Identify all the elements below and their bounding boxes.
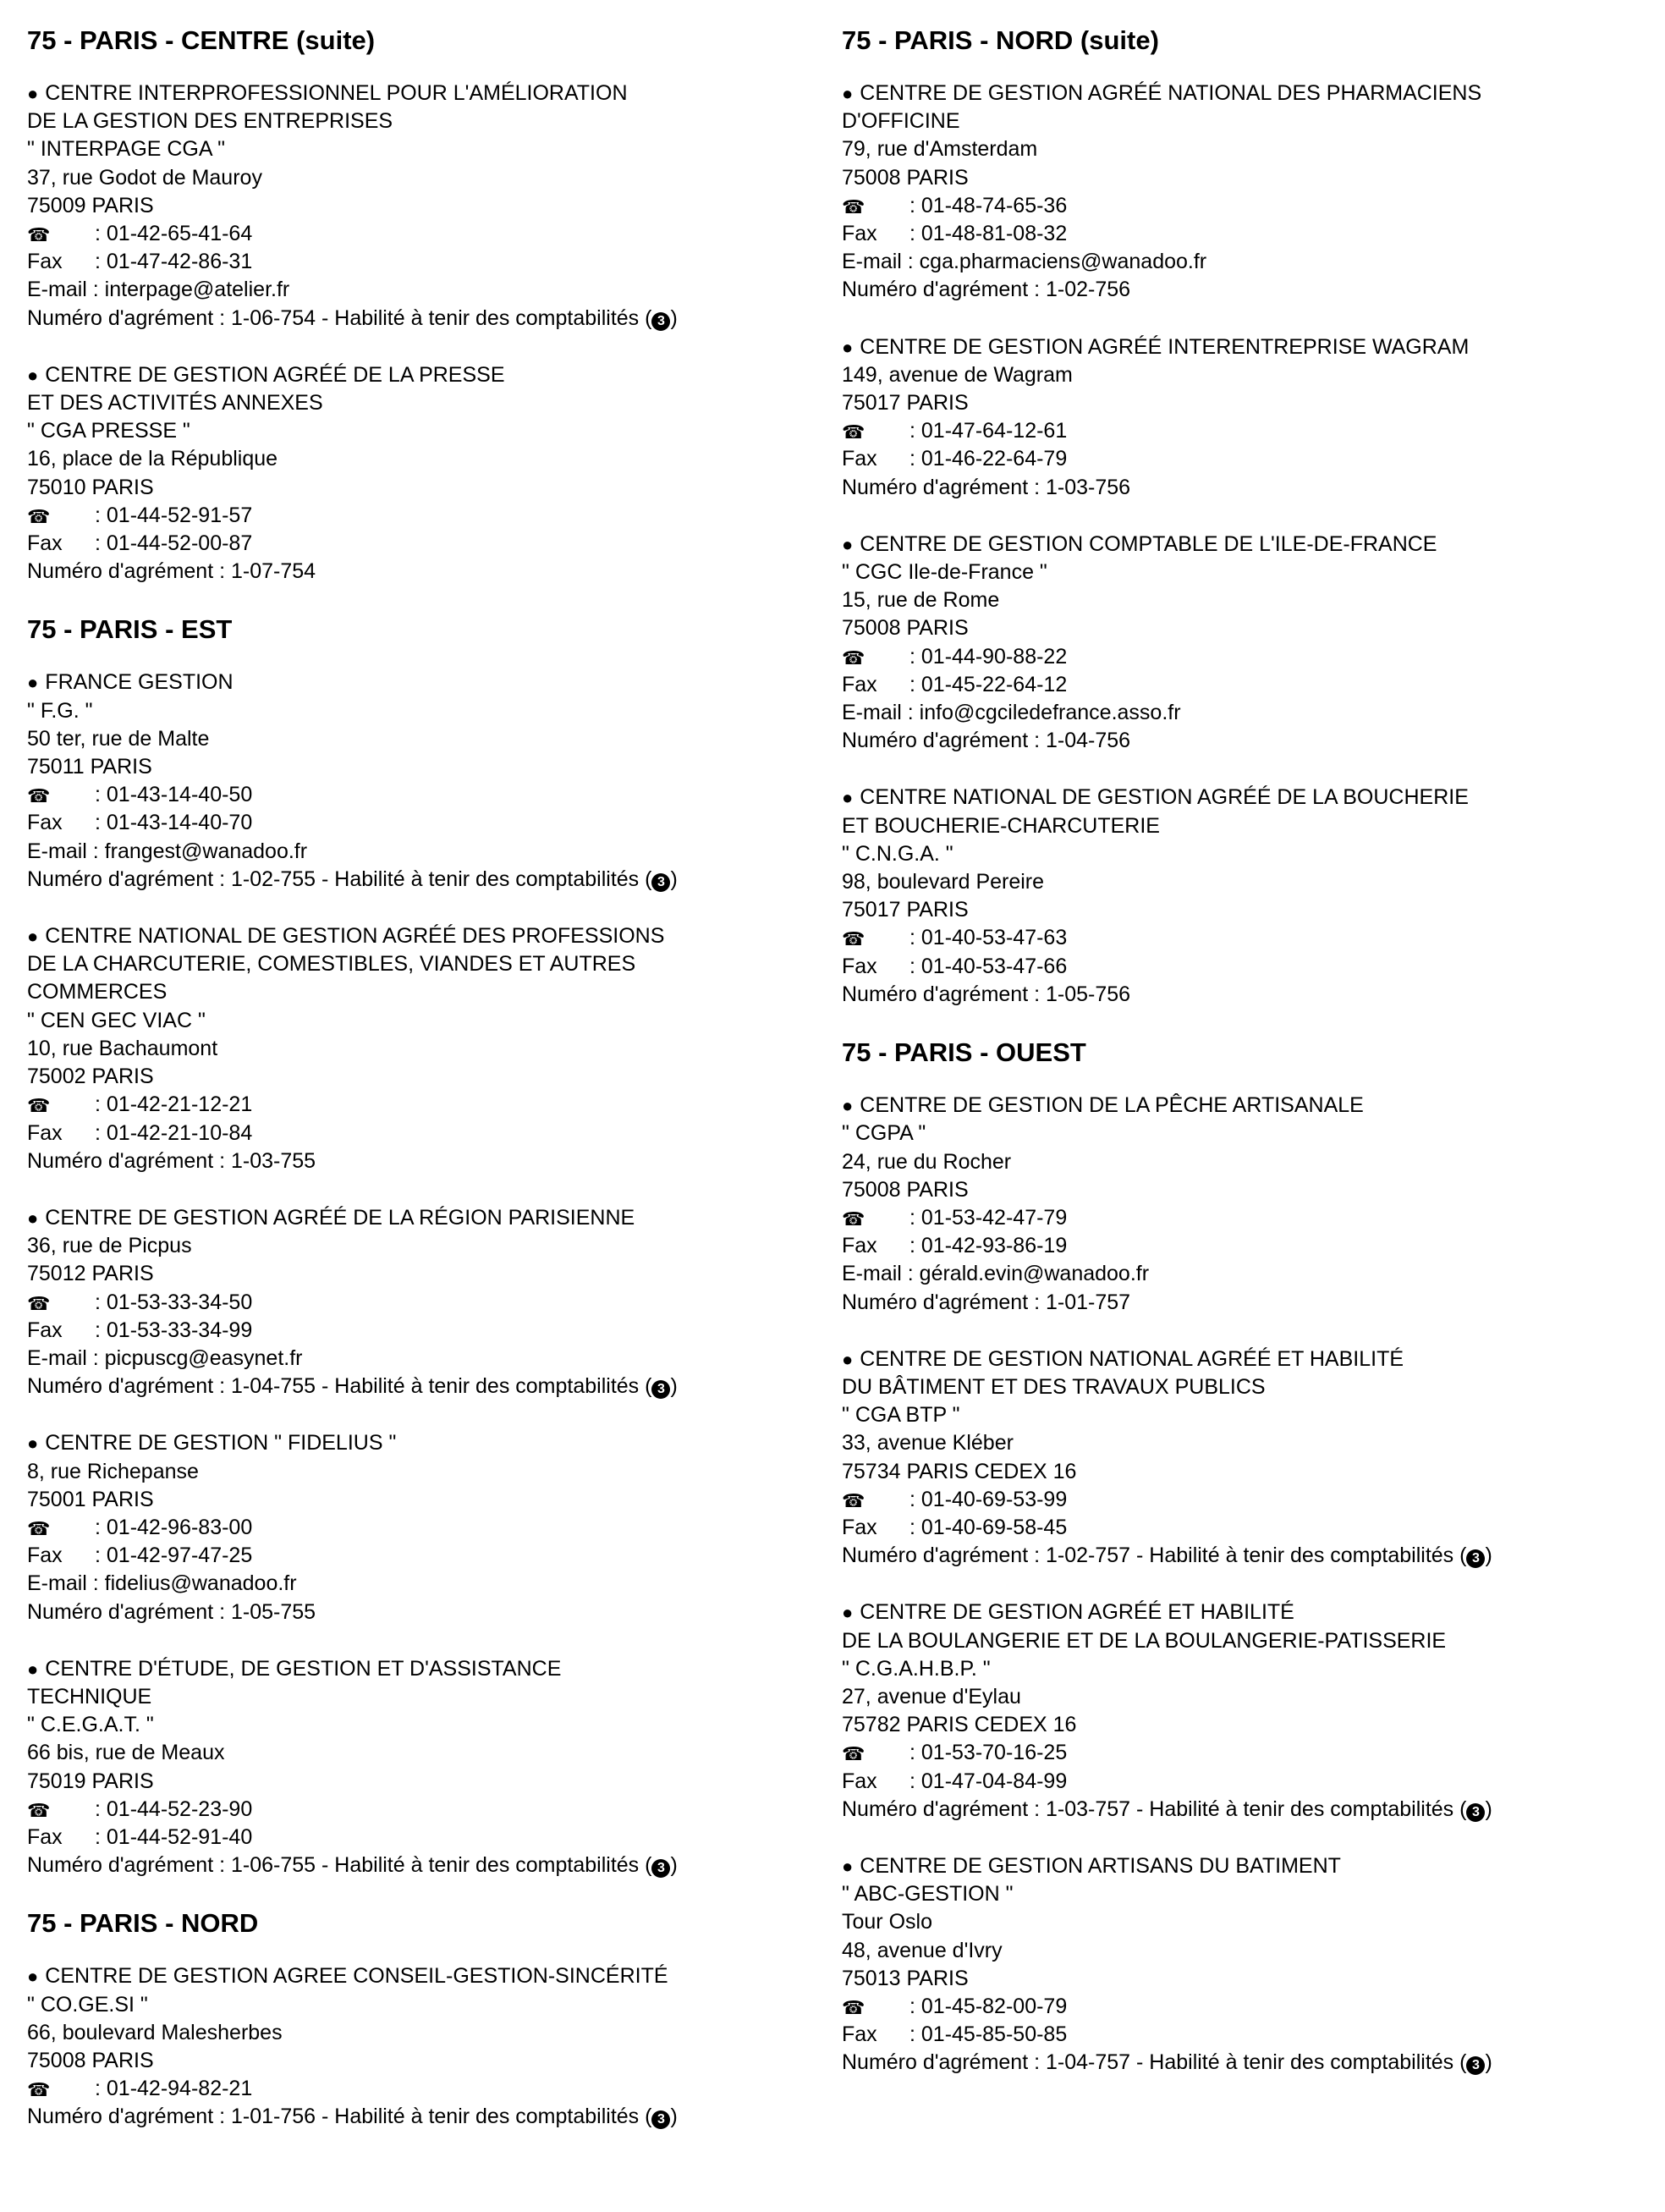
entry-address-line: 75019 PARIS	[27, 1769, 154, 1793]
fax-number: : 01-44-52-00-87	[95, 531, 253, 556]
entry-address-line: 75017 PARIS	[842, 898, 969, 922]
entry-phone	[27, 1514, 805, 1542]
entry-address-line: 15, rue de Rome	[842, 588, 1000, 613]
phone-icon	[842, 1486, 909, 1514]
directory-entry	[27, 361, 805, 586]
entry-fax	[842, 2021, 1637, 2049]
entry-name-text: COMMERCES	[27, 980, 168, 1004]
fax-label: Fax	[27, 250, 63, 274]
agrement-suffix: )	[670, 867, 678, 891]
entry-name-text: CENTRE DE GESTION AGRÉÉ ET HABILITÉ	[860, 1600, 1294, 1625]
entry-name-line	[27, 361, 805, 389]
phone-number: : 01-44-52-91-57	[95, 503, 253, 527]
fax-label: Fax	[842, 222, 877, 246]
entry-address-line: 75009 PARIS	[27, 193, 154, 217]
telephone-icon: ☎	[842, 1489, 865, 1511]
phone-number: : 01-44-52-23-90	[95, 1797, 253, 1821]
agrement-text: Numéro d'agrément : 1-05-756	[842, 982, 1131, 1006]
entry-acronym: " INTERPAGE CGA "	[27, 137, 225, 162]
entry-fax	[27, 248, 805, 276]
entry-phone	[27, 781, 805, 809]
entry-acronym: " C.E.G.A.T. "	[27, 1713, 154, 1737]
phone-number: : 01-42-96-83-00	[95, 1515, 253, 1539]
entry-address-line: 50 ter, rue de Malte	[27, 726, 210, 751]
entry-fax	[842, 671, 1637, 699]
entry-name-text: CENTRE DE GESTION AGRÉÉ DE LA PRESSE	[45, 362, 505, 387]
phone-number: : 01-43-14-40-50	[95, 783, 253, 807]
entry-name-line	[842, 812, 1637, 840]
phone-number: : 01-40-69-53-99	[909, 1487, 1068, 1511]
phone-icon	[27, 1514, 95, 1542]
entry-name-line	[842, 784, 1637, 812]
agrement-suffix: )	[670, 2105, 678, 2129]
directory-entry	[842, 784, 1637, 1009]
circled-number-icon: 3	[651, 1859, 670, 1878]
agrement-text: Numéro d'agrément : 1-02-756	[842, 278, 1131, 302]
fax-number: : 01-44-52-91-40	[95, 1824, 253, 1849]
entry-agrement	[842, 1796, 1637, 1824]
entry-name-line	[842, 333, 1637, 361]
entry-fax	[842, 1768, 1637, 1796]
bullet-icon: ●	[842, 533, 854, 555]
entry-address-line: 75008 PARIS	[27, 2048, 154, 2072]
agrement-suffix: )	[670, 1853, 678, 1878]
fax-number: : 01-45-22-64-12	[909, 672, 1068, 696]
fax-number: : 01-40-53-47-66	[909, 954, 1068, 978]
entry-agrement	[842, 276, 1637, 304]
fax-label: Fax	[27, 1120, 63, 1145]
telephone-icon: ☎	[27, 224, 51, 246]
entry-name-line	[842, 531, 1637, 559]
right-column	[842, 25, 1637, 2106]
bullet-icon: ●	[842, 1095, 854, 1117]
entry-name-line	[27, 389, 805, 417]
fax-label: Fax	[842, 1769, 877, 1793]
entry-name-line	[27, 950, 805, 978]
entry-name-line	[842, 1598, 1637, 1626]
bullet-icon: ●	[842, 1348, 854, 1370]
entry-name-line	[27, 1204, 805, 1232]
entry-phone	[842, 1204, 1637, 1232]
entry-name-text: CENTRE DE GESTION AGRÉÉ DE LA RÉGION PARISIENNE	[45, 1205, 635, 1230]
entry-name-text: CENTRE DE GESTION " FIDELIUS "	[45, 1431, 397, 1455]
bullet-icon: ●	[842, 1602, 854, 1624]
circled-number-icon: 3	[1466, 1803, 1485, 1822]
entry-fax	[842, 1232, 1637, 1260]
phone-icon	[842, 417, 909, 445]
entry-name-line	[27, 1962, 805, 1990]
entry-phone	[842, 1993, 1637, 2021]
telephone-icon: ☎	[842, 1743, 865, 1765]
agrement-text: Numéro d'agrément : 1-02-757 - Habilité à tenir des comptabilités (	[842, 1543, 1467, 1568]
phone-icon	[842, 924, 909, 952]
phone-number: : 01-45-82-00-79	[909, 1994, 1068, 2018]
circled-number-icon: 3	[1466, 2056, 1485, 2075]
entry-address-line: 48, avenue d'Ivry	[842, 1938, 1003, 1962]
entry-agrement	[27, 1852, 805, 1879]
fax-number: : 01-53-33-34-99	[95, 1318, 253, 1342]
entry-name-text: CENTRE DE GESTION DE LA PÊCHE ARTISANALE	[860, 1093, 1364, 1118]
entry-name-line	[27, 1683, 805, 1711]
entry-phone	[27, 2075, 805, 2103]
entry-address-line: 66 bis, rue de Meaux	[27, 1741, 225, 1765]
bullet-icon: ●	[27, 926, 39, 948]
fax-label: Fax	[27, 531, 63, 556]
directory-entry	[27, 1962, 805, 2131]
entry-fax	[842, 445, 1637, 473]
entry-agrement	[842, 2049, 1637, 2077]
phone-icon	[27, 781, 95, 809]
phone-number: : 01-48-74-65-36	[909, 193, 1068, 217]
entry-name-text: CENTRE DE GESTION AGREE CONSEIL-GESTION-SINCÉRITÉ	[45, 1964, 668, 1989]
entry-agrement	[842, 981, 1637, 1009]
entry-acronym: " CGC Ile-de-France "	[842, 560, 1047, 585]
fax-label: Fax	[27, 811, 63, 835]
entry-name-text: CENTRE DE GESTION ARTISANS DU BATIMENT	[860, 1853, 1341, 1878]
bullet-icon: ●	[27, 1433, 39, 1455]
fax-number: : 01-47-42-86-31	[95, 250, 253, 274]
directory-entry	[842, 333, 1637, 502]
directory-entry	[842, 80, 1637, 305]
agrement-text: Numéro d'agrément : 1-04-756	[842, 729, 1131, 753]
entry-name-line	[27, 1429, 805, 1457]
entry-address-line: 75782 PARIS CEDEX 16	[842, 1713, 1077, 1737]
entry-address-line: 66, boulevard Malesherbes	[27, 2020, 283, 2044]
entry-name-text: FRANCE GESTION	[45, 670, 234, 695]
directory-entry	[27, 1204, 805, 1400]
phone-icon	[27, 1796, 95, 1824]
entry-name-text: ET BOUCHERIE-CHARCUTERIE	[842, 813, 1160, 838]
directory-entry	[27, 922, 805, 1175]
telephone-icon: ☎	[27, 785, 51, 807]
agrement-suffix: )	[1485, 1543, 1492, 1568]
entry-name-text: DE LA BOULANGERIE ET DE LA BOULANGERIE-PATISSERIE	[842, 1628, 1447, 1653]
entry-agrement	[842, 1542, 1637, 1570]
telephone-icon: ☎	[842, 195, 865, 217]
fax-number: : 01-42-93-86-19	[909, 1234, 1068, 1258]
fax-label: Fax	[842, 672, 877, 696]
entry-fax	[27, 809, 805, 837]
circled-number-icon: 3	[1466, 1549, 1485, 1568]
telephone-icon: ☎	[27, 505, 51, 527]
entry-name-line	[27, 669, 805, 696]
entry-phone	[27, 1091, 805, 1119]
entry-acronym: " C.G.A.H.B.P. "	[842, 1656, 991, 1681]
entry-name-text: ET DES ACTIVITÉS ANNEXES	[27, 391, 323, 415]
agrement-text: Numéro d'agrément : 1-02-755 - Habilité à tenir des comptabilités (	[27, 867, 652, 891]
agrement-text: Numéro d'agrément : 1-03-756	[842, 475, 1131, 499]
fax-number: : 01-46-22-64-79	[909, 447, 1068, 471]
entry-address-line: 8, rue Richepanse	[27, 1459, 199, 1483]
phone-icon	[27, 502, 95, 530]
entry-address-line: 75734 PARIS CEDEX 16	[842, 1459, 1077, 1483]
agrement-text: Numéro d'agrément : 1-01-757	[842, 1290, 1131, 1314]
fax-label: Fax	[842, 1234, 877, 1258]
entry-name-line	[842, 1627, 1637, 1655]
entry-email: E-mail : info@cgciledefrance.asso.fr	[842, 701, 1181, 725]
entry-address-line: 75010 PARIS	[27, 475, 154, 499]
telephone-icon: ☎	[842, 647, 865, 669]
entry-name-text: TECHNIQUE	[27, 1684, 152, 1709]
telephone-icon: ☎	[27, 2079, 51, 2101]
fax-number: : 01-45-85-50-85	[909, 2022, 1068, 2047]
entry-phone	[27, 220, 805, 248]
section-title: 75 - PARIS - NORD (suite)	[842, 25, 1159, 55]
directory-entry	[842, 531, 1637, 756]
entry-agrement	[27, 1598, 805, 1626]
entry-acronym: " CGPA "	[842, 1121, 926, 1146]
entry-fax	[842, 1514, 1637, 1542]
fax-label: Fax	[842, 1515, 877, 1539]
entry-agrement	[842, 1289, 1637, 1317]
directory-entry	[27, 1429, 805, 1626]
fax-number: : 01-48-81-08-32	[909, 222, 1068, 246]
phone-number: : 01-42-21-12-21	[95, 1092, 253, 1117]
fax-number: : 01-42-21-10-84	[95, 1120, 253, 1145]
entry-email: E-mail : fidelius@wanadoo.fr	[27, 1571, 297, 1596]
agrement-suffix: )	[670, 1374, 678, 1399]
phone-number: : 01-44-90-88-22	[909, 644, 1068, 669]
entry-email: E-mail : interpage@atelier.fr	[27, 278, 290, 302]
directory-entry	[842, 1852, 1637, 2077]
entry-agrement	[27, 1373, 805, 1400]
entry-phone	[27, 1796, 805, 1824]
directory-entry	[842, 1598, 1637, 1824]
entry-address-line: 79, rue d'Amsterdam	[842, 137, 1038, 162]
phone-number: : 01-53-42-47-79	[909, 1205, 1068, 1230]
directory-entry	[842, 1092, 1637, 1317]
entry-address-line: Tour Oslo	[842, 1910, 932, 1934]
entry-phone	[842, 1739, 1637, 1767]
fax-label: Fax	[842, 447, 877, 471]
bullet-icon: ●	[27, 672, 39, 694]
entry-phone	[27, 502, 805, 530]
entry-name-line	[27, 922, 805, 950]
agrement-suffix: )	[1485, 2050, 1492, 2075]
entry-agrement	[27, 2103, 805, 2131]
entry-name-text: CENTRE DE GESTION AGRÉÉ NATIONAL DES PHARMACIENS	[860, 81, 1482, 105]
agrement-text: Numéro d'agrément : 1-07-754	[27, 559, 316, 584]
entry-fax	[842, 220, 1637, 248]
entry-acronym: " CEN GEC VIAC "	[27, 1008, 206, 1032]
circled-number-icon: 3	[651, 873, 670, 892]
section-title: 75 - PARIS - EST	[27, 614, 233, 645]
phone-icon	[842, 1993, 909, 2021]
entry-name-line	[842, 80, 1637, 107]
entry-fax	[27, 530, 805, 558]
bullet-icon: ●	[27, 1966, 39, 1988]
entry-address-line: 75012 PARIS	[27, 1262, 154, 1286]
entry-name-text: CENTRE INTERPROFESSIONNEL POUR L'AMÉLIORATION	[45, 81, 628, 105]
entry-address-line: 75017 PARIS	[842, 391, 969, 415]
phone-number: : 01-53-70-16-25	[909, 1741, 1068, 1765]
fax-label: Fax	[27, 1318, 63, 1342]
entry-name-text: CENTRE DE GESTION NATIONAL AGRÉÉ ET HABILITÉ	[860, 1346, 1404, 1371]
entry-fax	[27, 1824, 805, 1852]
telephone-icon: ☎	[27, 1292, 51, 1314]
entry-name-text: CENTRE NATIONAL DE GESTION AGRÉÉ DES PROFESSIONS	[45, 924, 665, 949]
directory-entry	[27, 669, 805, 894]
section-title: 75 - PARIS - NORD	[27, 1908, 259, 1939]
phone-icon	[27, 1091, 95, 1119]
entry-acronym: " CGA PRESSE "	[27, 419, 190, 443]
agrement-text: Numéro d'agrément : 1-03-755	[27, 1148, 316, 1173]
entry-address-line: 10, rue Bachaumont	[27, 1036, 218, 1060]
telephone-icon: ☎	[842, 1208, 865, 1230]
phone-number: : 01-42-94-82-21	[95, 2077, 253, 2101]
entry-name-text: DE LA CHARCUTERIE, COMESTIBLES, VIANDES ET AUTRES	[27, 952, 636, 977]
entry-name-line	[842, 1852, 1637, 1880]
phone-number: : 01-47-64-12-61	[909, 419, 1068, 443]
entry-address-line: 75008 PARIS	[842, 1177, 969, 1202]
agrement-text: Numéro d'agrément : 1-04-757 - Habilité à tenir des comptabilités (	[842, 2050, 1467, 2075]
entry-agrement	[27, 558, 805, 586]
entry-agrement	[842, 727, 1637, 755]
entry-fax	[27, 1120, 805, 1147]
telephone-icon: ☎	[842, 421, 865, 443]
entry-fax	[27, 1542, 805, 1570]
section-title: 75 - PARIS - OUEST	[842, 1037, 1086, 1068]
bullet-icon: ●	[27, 83, 39, 104]
fax-label: Fax	[842, 954, 877, 978]
phone-icon	[842, 643, 909, 671]
entry-address-line: 36, rue de Picpus	[27, 1234, 192, 1258]
fax-label: Fax	[842, 2022, 877, 2047]
fax-number: : 01-43-14-40-70	[95, 811, 253, 835]
bullet-icon: ●	[842, 336, 854, 358]
entry-phone	[842, 192, 1637, 220]
entry-address-line: 16, place de la République	[27, 447, 278, 471]
entry-name-line	[27, 80, 805, 107]
fax-label: Fax	[27, 1824, 63, 1849]
entry-phone	[842, 1486, 1637, 1514]
agrement-suffix: )	[670, 305, 678, 330]
entry-acronym: " ABC-GESTION "	[842, 1882, 1014, 1907]
entry-name-text: CENTRE NATIONAL DE GESTION AGRÉÉ DE LA BOUCHERIE	[860, 785, 1469, 810]
agrement-text: Numéro d'agrément : 1-05-755	[27, 1599, 316, 1624]
bullet-icon: ●	[842, 787, 854, 809]
entry-acronym: " CO.GE.SI "	[27, 1992, 148, 2017]
entry-phone	[27, 1289, 805, 1317]
entry-acronym: " F.G. "	[27, 698, 93, 723]
phone-icon	[27, 1289, 95, 1317]
telephone-icon: ☎	[842, 1996, 865, 2018]
directory-entry	[27, 80, 805, 333]
bullet-icon: ●	[27, 1658, 39, 1680]
agrement-suffix: )	[1485, 1797, 1492, 1821]
entry-fax	[842, 953, 1637, 981]
entry-address-line: 24, rue du Rocher	[842, 1149, 1012, 1174]
entry-address-line: 75002 PARIS	[27, 1065, 154, 1089]
entry-email: E-mail : cga.pharmaciens@wanadoo.fr	[842, 250, 1207, 274]
section-title: 75 - PARIS - CENTRE (suite)	[27, 25, 376, 55]
entry-name-line	[27, 978, 805, 1006]
phone-number: : 01-53-33-34-50	[95, 1290, 253, 1314]
entry-name-text: DU BÂTIMENT ET DES TRAVAUX PUBLICS	[842, 1374, 1266, 1399]
phone-icon	[842, 1204, 909, 1232]
agrement-text: Numéro d'agrément : 1-01-756 - Habilité à tenir des comptabilités (	[27, 2105, 652, 2129]
entry-name-line	[842, 1373, 1637, 1401]
fax-number: : 01-47-04-84-99	[909, 1769, 1068, 1793]
telephone-icon: ☎	[842, 928, 865, 950]
phone-number: : 01-42-65-41-64	[95, 222, 253, 246]
fax-number: : 01-42-97-47-25	[95, 1543, 253, 1568]
agrement-text: Numéro d'agrément : 1-06-755 - Habilité à tenir des comptabilités (	[27, 1853, 652, 1878]
entry-name-text: CENTRE D'ÉTUDE, DE GESTION ET D'ASSISTANCE	[45, 1656, 562, 1681]
entry-acronym: " C.N.G.A. "	[842, 841, 953, 866]
agrement-text: Numéro d'agrément : 1-06-754 - Habilité à tenir des comptabilités (	[27, 305, 652, 330]
phone-icon	[27, 2075, 95, 2103]
entry-name-line	[842, 1092, 1637, 1120]
entry-address-line: 98, boulevard Pereire	[842, 870, 1045, 894]
phone-icon	[842, 1739, 909, 1767]
directory-entry	[27, 1655, 805, 1880]
entry-name-text: D'OFFICINE	[842, 109, 960, 134]
circled-number-icon: 3	[651, 1380, 670, 1399]
entry-agrement	[27, 1147, 805, 1175]
circled-number-icon: 3	[651, 2110, 670, 2129]
directory-entry	[842, 1345, 1637, 1571]
entry-agrement	[842, 474, 1637, 502]
phone-number: : 01-40-53-47-63	[909, 926, 1068, 950]
entry-name-line	[842, 107, 1637, 135]
entry-address-line: 75001 PARIS	[27, 1487, 154, 1511]
entry-email: E-mail : frangest@wanadoo.fr	[27, 839, 308, 863]
entry-acronym: " CGA BTP "	[842, 1403, 960, 1428]
circled-number-icon: 3	[651, 312, 670, 331]
entry-address-line: 75011 PARIS	[27, 755, 152, 779]
entry-address-line: 75013 PARIS	[842, 1966, 969, 1990]
bullet-icon: ●	[27, 1207, 39, 1229]
entry-email: E-mail : picpuscg@easynet.fr	[27, 1345, 303, 1370]
agrement-text: Numéro d'agrément : 1-04-755 - Habilité à tenir des comptabilités (	[27, 1374, 652, 1399]
entry-name-text: CENTRE DE GESTION COMPTABLE DE L'ILE-DE-FRANCE	[860, 531, 1437, 556]
telephone-icon: ☎	[27, 1095, 51, 1117]
fax-label: Fax	[27, 1543, 63, 1568]
entry-name-line	[27, 1655, 805, 1683]
left-column	[27, 25, 805, 2160]
telephone-icon: ☎	[27, 1517, 51, 1539]
bullet-icon: ●	[842, 1855, 854, 1877]
entry-name-text: CENTRE DE GESTION AGRÉÉ INTERENTREPRISE WAGRAM	[860, 334, 1470, 359]
entry-name-line	[27, 107, 805, 135]
entry-name-line	[842, 1345, 1637, 1373]
entry-address-line: 75008 PARIS	[842, 165, 969, 190]
bullet-icon: ●	[842, 83, 854, 104]
entry-name-text: DE LA GESTION DES ENTREPRISES	[27, 109, 393, 134]
entry-agrement	[27, 866, 805, 894]
entry-address-line: 27, avenue d'Eylau	[842, 1684, 1021, 1709]
entry-phone	[842, 643, 1637, 671]
entry-address-line: 149, avenue de Wagram	[842, 362, 1073, 387]
phone-icon	[842, 192, 909, 220]
entry-agrement	[27, 305, 805, 333]
entry-address-line: 37, rue Godot de Mauroy	[27, 165, 262, 190]
entry-address-line: 75008 PARIS	[842, 616, 969, 641]
telephone-icon: ☎	[27, 1799, 51, 1821]
entry-phone	[842, 924, 1637, 952]
entry-email: E-mail : gérald.evin@wanadoo.fr	[842, 1262, 1150, 1286]
entry-address-line: 33, avenue Kléber	[842, 1431, 1014, 1455]
agrement-text: Numéro d'agrément : 1-03-757 - Habilité à tenir des comptabilités (	[842, 1797, 1467, 1821]
bullet-icon: ●	[27, 364, 39, 386]
fax-number: : 01-40-69-58-45	[909, 1515, 1068, 1539]
phone-icon	[27, 220, 95, 248]
entry-fax	[27, 1317, 805, 1345]
entry-phone	[842, 417, 1637, 445]
